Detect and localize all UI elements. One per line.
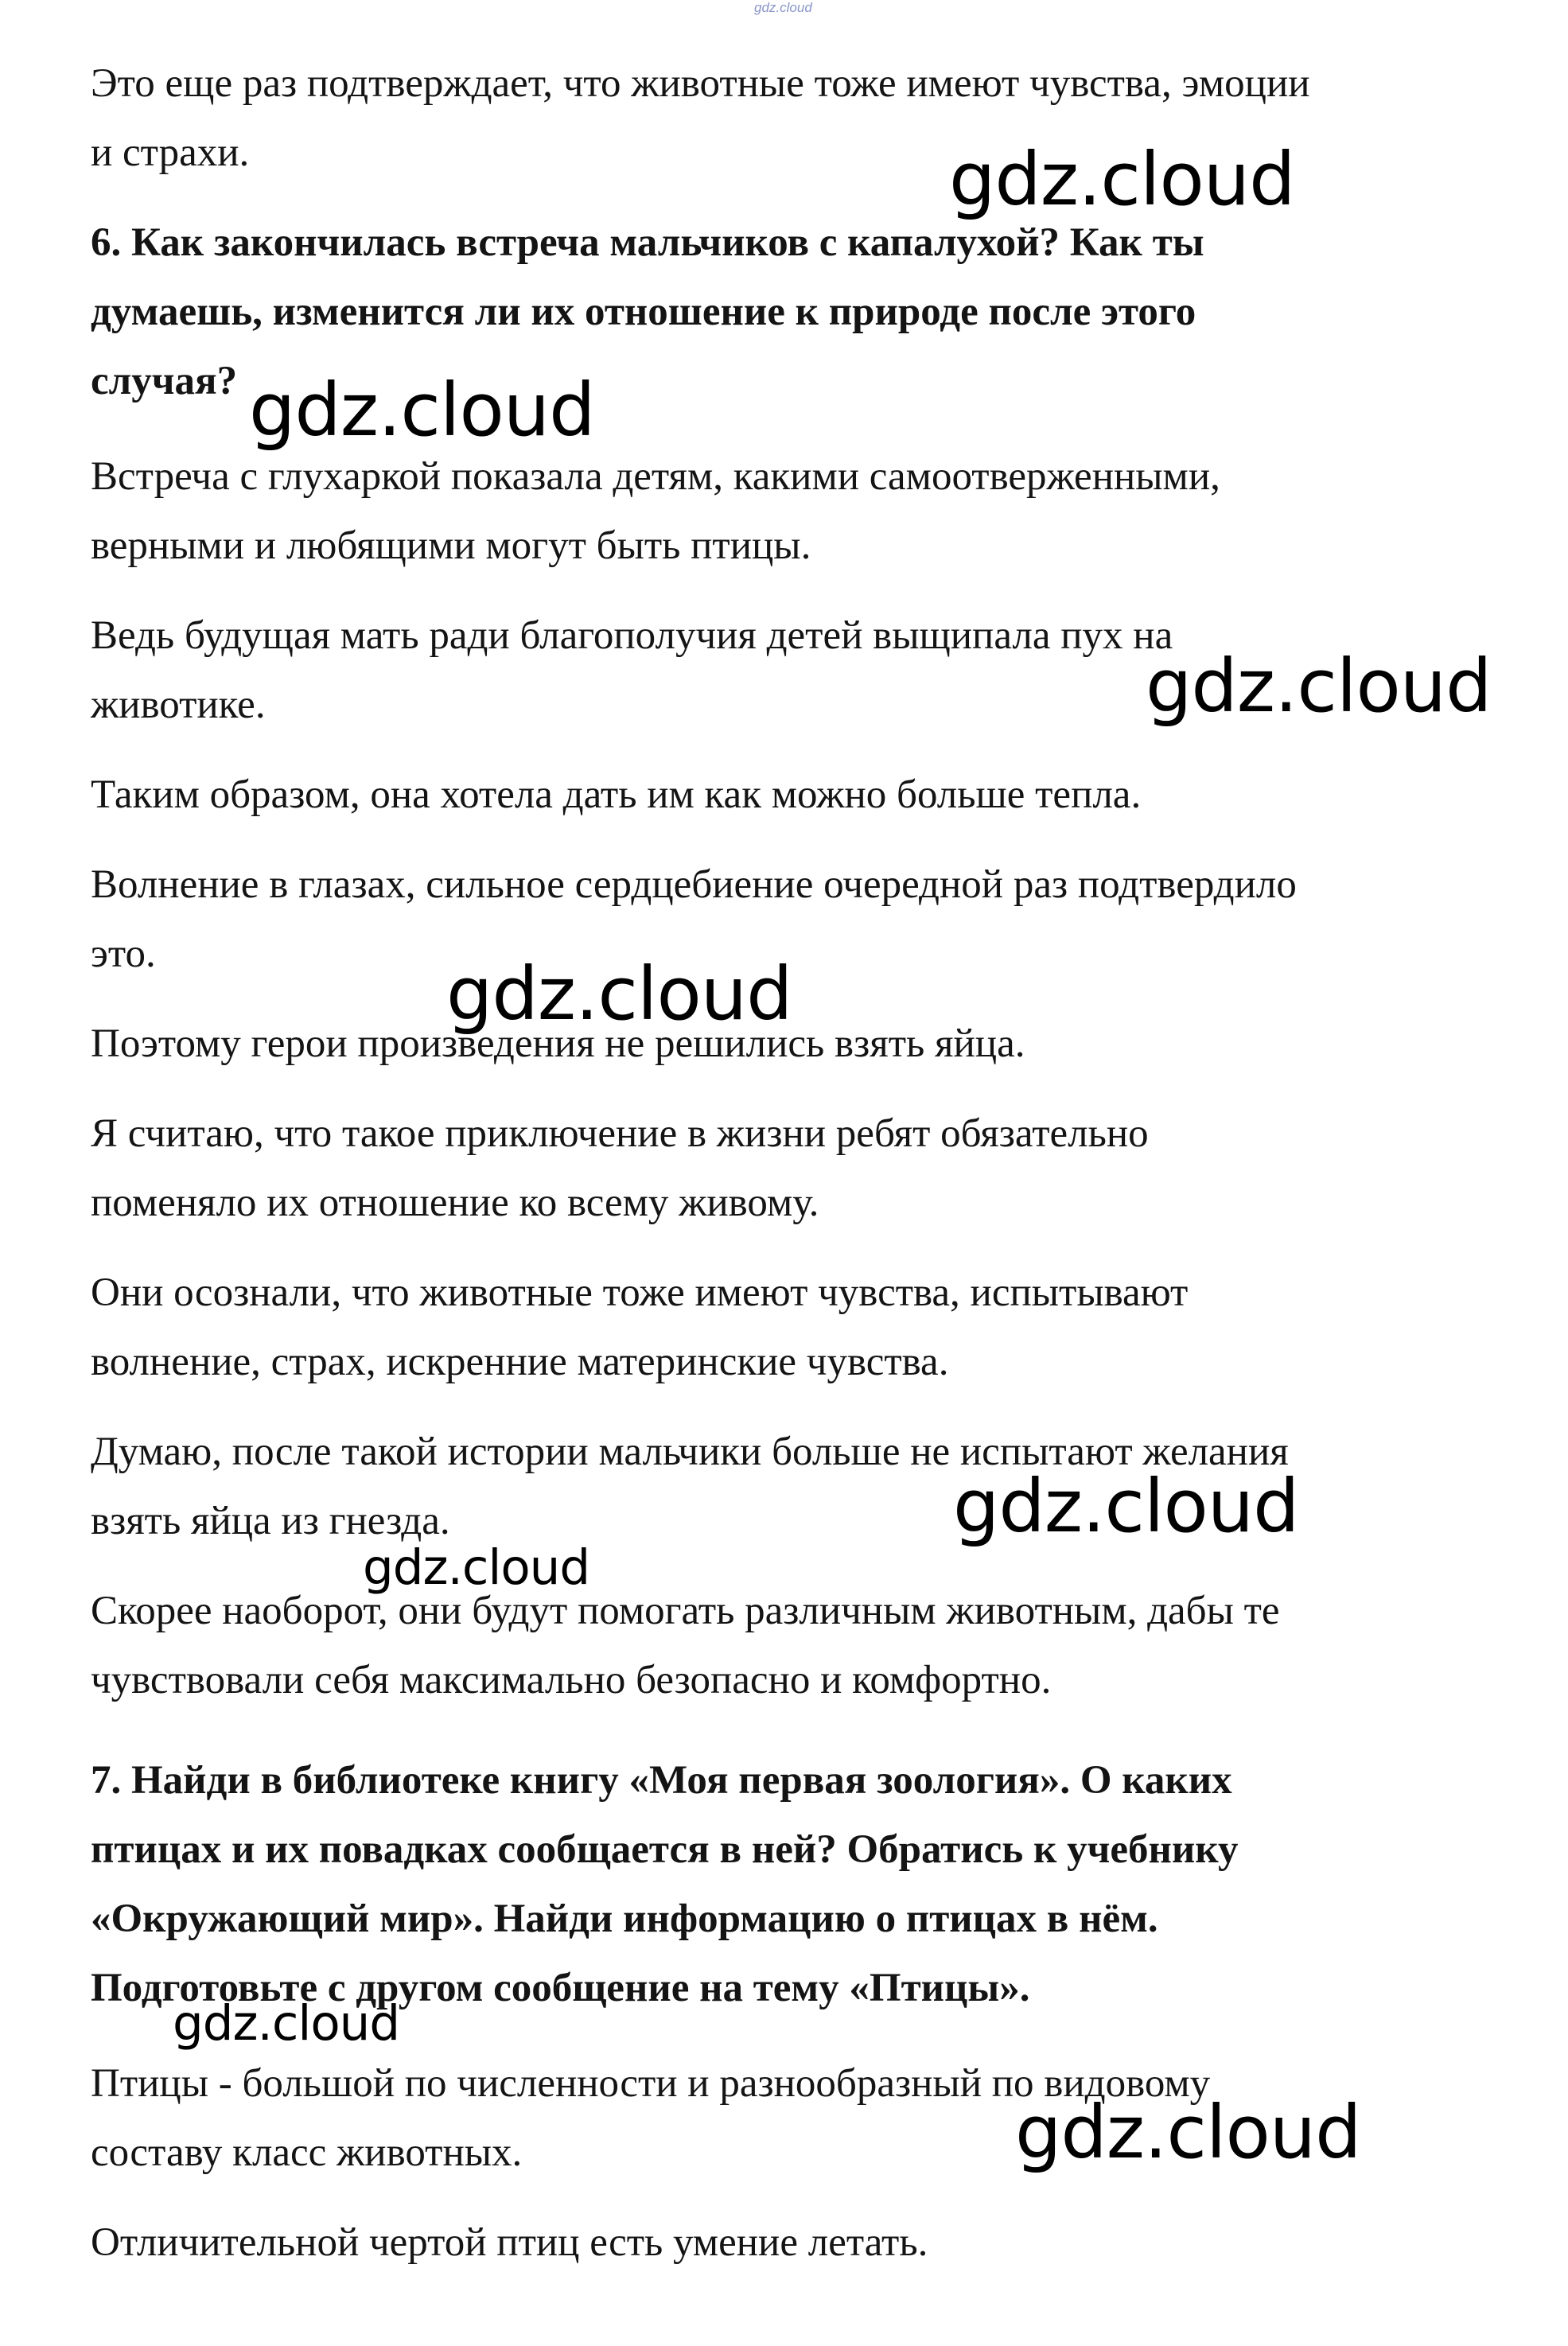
question-7	[91, 1746, 1515, 2023]
answer-paragraph	[91, 49, 1515, 188]
question-line: думаешь, изменится ли их отношение к природе после этого	[91, 290, 1196, 334]
answer-paragraph	[91, 1099, 1515, 1238]
text-line: Отличительной чертой птиц есть умение летать.	[91, 2220, 928, 2265]
text-line: Птицы - большой по численности и разнообразный по видовому	[91, 2061, 1211, 2106]
watermark: gdz.cloud	[949, 137, 1295, 222]
answer-paragraph	[91, 761, 1515, 830]
text-line: это.	[91, 932, 156, 976]
question-line: птицах и их повадках сообщается в ней? Обратись к учебнику	[91, 1827, 1239, 1872]
answer-paragraph	[91, 1010, 1515, 1079]
text-line: чувствовали себя максимально безопасно и комфортно.	[91, 1658, 1052, 1702]
question-line: Подготовьте с другом сообщение на тему «Птицы».	[91, 1966, 1030, 2010]
text-line: Я считаю, что такое приключение в жизни ребят обязательно	[91, 1111, 1149, 1156]
watermark: gdz.cloud	[173, 1995, 400, 2052]
question-line: 7. Найди в библиотеке книгу «Моя первая зоология». О каких	[91, 1758, 1232, 1803]
answer-paragraph	[91, 1418, 1515, 1556]
text-line: Поэтому герои произведения не решились взять яйца.	[91, 1021, 1025, 1066]
text-line: поменяло их отношение ко всему живому.	[91, 1181, 819, 1225]
text-line: Скорее наоборот, они будут помогать различным животным, дабы те	[91, 1589, 1280, 1633]
answer-paragraph	[91, 1259, 1515, 1397]
answer-paragraph	[91, 2208, 1515, 2278]
text-line: составу класс животных.	[91, 2130, 523, 2175]
text-line: верными и любящими могут быть птицы.	[91, 523, 811, 568]
text-line: Встреча с глухаркой показала детям, какими самоотверженными,	[91, 454, 1220, 499]
text-line: Волнение в глазах, сильное сердцебиение очередной раз подтвердило	[91, 862, 1297, 907]
answer-paragraph	[91, 1577, 1515, 1715]
text-line: Думаю, после такой истории мальчики больше не испытают желания	[91, 1430, 1289, 1474]
text-line: Они осознали, что животные тоже имеют чувства, испытывают	[91, 1270, 1189, 1315]
question-line: 6. Как закончилась встреча мальчиков с капалухой? Как ты	[91, 220, 1204, 265]
text-line: Ведь будущая мать ради благополучия детей выщипала пух на	[91, 613, 1173, 658]
watermark: gdz.cloud	[953, 1464, 1299, 1549]
text-line: и страхи.	[91, 130, 250, 175]
text-line: волнение, страх, искренние материнские чувства.	[91, 1340, 949, 1384]
watermark: gdz.cloud	[446, 951, 792, 1037]
question-line: «Окружающий мир». Найди информацию о птицах в нём.	[91, 1897, 1158, 1941]
watermark: gdz.cloud	[1015, 2090, 1361, 2175]
text-line: Таким образом, она хотела дать им как можно больше тепла.	[91, 772, 1142, 817]
question-line: случая?	[91, 359, 238, 403]
answer-paragraph	[91, 850, 1515, 989]
watermark: gdz.cloud	[1146, 644, 1492, 729]
answer-paragraph	[91, 442, 1515, 581]
watermark: gdz.cloud	[249, 368, 595, 453]
watermark: gdz.cloud	[363, 1539, 590, 1596]
text-line: взять яйца из гнезда.	[91, 1499, 450, 1543]
text-line: животике.	[91, 683, 266, 727]
text-line: Это еще раз подтверждает, что животные тоже имеют чувства, эмоции	[91, 61, 1310, 106]
header-watermark: gdz.cloud	[754, 0, 812, 15]
